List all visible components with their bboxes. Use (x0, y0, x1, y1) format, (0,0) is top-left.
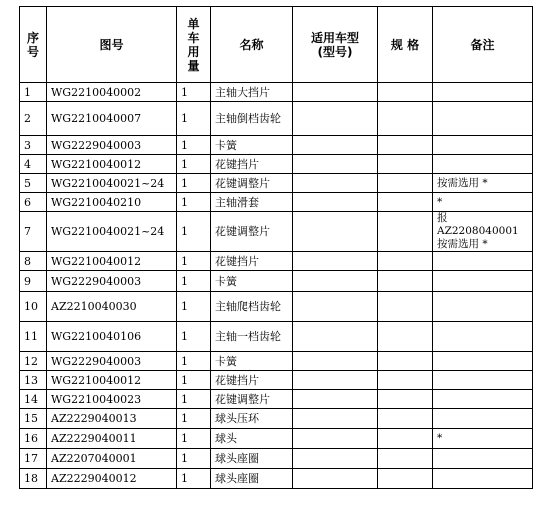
cell-quantity: 1 (177, 449, 211, 469)
cell-seq: 6 (20, 193, 47, 212)
cell-quantity: 1 (177, 271, 211, 292)
header-name: 名称 (211, 7, 293, 83)
cell-part-number: WG2210040106 (47, 322, 177, 352)
table-row (20, 102, 533, 136)
cell-part-number: WG2229040003 (47, 136, 177, 155)
cell-model (293, 271, 378, 292)
cell-name: 花键挡片 (211, 155, 293, 174)
cell-name: 卡簧 (211, 136, 293, 155)
cell-quantity: 1 (177, 371, 211, 390)
cell-seq: 5 (20, 174, 47, 193)
cell-model (293, 371, 378, 390)
cell-seq: 9 (20, 271, 47, 292)
cell-spec (378, 83, 433, 102)
cell-spec (378, 390, 433, 409)
cell-model (293, 322, 378, 352)
cell-name: 主轴一档齿轮 (211, 322, 293, 352)
cell-name: 花键调整片 (211, 390, 293, 409)
cell-model (293, 136, 378, 155)
cell-note (433, 292, 533, 322)
cell-quantity: 1 (177, 252, 211, 271)
cell-spec (378, 352, 433, 371)
table-row (20, 136, 533, 155)
cell-name: 球头压环 (211, 409, 293, 429)
cell-model (293, 469, 378, 489)
cell-name: 卡簧 (211, 271, 293, 292)
cell-name: 主轴倒档齿轮 (211, 102, 293, 136)
cell-seq: 4 (20, 155, 47, 174)
cell-spec (378, 371, 433, 390)
cell-seq: 2 (20, 102, 47, 136)
cell-spec (378, 174, 433, 193)
header-quantity-per-vehicle: 单 车 用 量 (177, 7, 211, 83)
cell-spec (378, 193, 433, 212)
cell-spec (378, 469, 433, 489)
cell-name: 球头座圈 (211, 449, 293, 469)
table-row (20, 469, 533, 489)
cell-part-number: WG2210040002 (47, 83, 177, 102)
cell-name: 球头 (211, 429, 293, 449)
cell-model (293, 409, 378, 429)
cell-note: 报 AZ2208040001 按需选用 * (433, 212, 533, 252)
cell-spec (378, 271, 433, 292)
cell-spec (378, 212, 433, 252)
cell-note (433, 449, 533, 469)
cell-seq: 1 (20, 83, 47, 102)
cell-quantity: 1 (177, 409, 211, 429)
cell-part-number: WG2210040210 (47, 193, 177, 212)
cell-model (293, 193, 378, 212)
cell-part-number: WG2210040012 (47, 252, 177, 271)
table-row (20, 271, 533, 292)
cell-quantity: 1 (177, 83, 211, 102)
cell-part-number: AZ2229040011 (47, 429, 177, 449)
cell-part-number: WG2210040007 (47, 102, 177, 136)
cell-part-number: WG2210040021~24 (47, 174, 177, 193)
cell-model (293, 429, 378, 449)
header-part-number: 图号 (47, 7, 177, 83)
table-body (20, 83, 533, 489)
table-row (20, 449, 533, 469)
cell-quantity: 1 (177, 212, 211, 252)
table-row (20, 193, 533, 212)
cell-note (433, 136, 533, 155)
cell-note (433, 322, 533, 352)
cell-note (433, 390, 533, 409)
header-spec: 规 格 (378, 7, 433, 83)
cell-model (293, 102, 378, 136)
cell-quantity: 1 (177, 155, 211, 174)
table-row (20, 83, 533, 102)
cell-quantity: 1 (177, 469, 211, 489)
cell-seq: 7 (20, 212, 47, 252)
cell-model (293, 449, 378, 469)
cell-note: * (433, 193, 533, 212)
cell-model (293, 174, 378, 193)
cell-part-number: WG2210040023 (47, 390, 177, 409)
table-row (20, 212, 533, 252)
cell-quantity: 1 (177, 193, 211, 212)
cell-model (293, 390, 378, 409)
cell-seq: 16 (20, 429, 47, 449)
table-row (20, 322, 533, 352)
cell-quantity: 1 (177, 429, 211, 449)
cell-seq: 11 (20, 322, 47, 352)
cell-part-number: WG2210040012 (47, 371, 177, 390)
cell-note: * (433, 429, 533, 449)
cell-note (433, 83, 533, 102)
table-row (20, 429, 533, 449)
cell-quantity: 1 (177, 292, 211, 322)
cell-note (433, 271, 533, 292)
cell-name: 主轴大挡片 (211, 83, 293, 102)
cell-quantity: 1 (177, 136, 211, 155)
cell-part-number: AZ2229040013 (47, 409, 177, 429)
table-row (20, 371, 533, 390)
cell-spec (378, 252, 433, 271)
cell-spec (378, 102, 433, 136)
cell-spec (378, 449, 433, 469)
table-row (20, 252, 533, 271)
table-row (20, 352, 533, 371)
cell-name: 主轴爬档齿轮 (211, 292, 293, 322)
cell-quantity: 1 (177, 390, 211, 409)
table-row (20, 174, 533, 193)
cell-spec (378, 155, 433, 174)
cell-model (293, 212, 378, 252)
cell-part-number: WG2229040003 (47, 352, 177, 371)
cell-name: 卡簧 (211, 352, 293, 371)
cell-name: 花键挡片 (211, 371, 293, 390)
cell-spec (378, 292, 433, 322)
cell-note: 按需选用 * (433, 174, 533, 193)
cell-note (433, 252, 533, 271)
cell-model (293, 155, 378, 174)
parts-table (19, 6, 533, 489)
table-row (20, 292, 533, 322)
cell-name: 主轴滑套 (211, 193, 293, 212)
cell-model (293, 252, 378, 271)
cell-seq: 15 (20, 409, 47, 429)
cell-seq: 10 (20, 292, 47, 322)
cell-spec (378, 429, 433, 449)
header-row (20, 7, 533, 83)
cell-part-number: WG2229040003 (47, 271, 177, 292)
cell-note (433, 102, 533, 136)
cell-spec (378, 136, 433, 155)
table-row (20, 155, 533, 174)
cell-seq: 18 (20, 469, 47, 489)
cell-part-number: AZ2210040030 (47, 292, 177, 322)
cell-model (293, 352, 378, 371)
cell-note (433, 352, 533, 371)
cell-quantity: 1 (177, 352, 211, 371)
cell-seq: 13 (20, 371, 47, 390)
cell-note (433, 371, 533, 390)
cell-name: 花键调整片 (211, 174, 293, 193)
cell-part-number: WG2210040021~24 (47, 212, 177, 252)
cell-seq: 3 (20, 136, 47, 155)
table-row (20, 390, 533, 409)
cell-name: 球头座圈 (211, 469, 293, 489)
header-seq: 序 号 (20, 7, 47, 83)
cell-quantity: 1 (177, 174, 211, 193)
cell-seq: 12 (20, 352, 47, 371)
cell-name: 花键调整片 (211, 212, 293, 252)
cell-part-number: WG2210040012 (47, 155, 177, 174)
cell-note (433, 409, 533, 429)
cell-part-number: AZ2229040012 (47, 469, 177, 489)
cell-seq: 14 (20, 390, 47, 409)
cell-seq: 17 (20, 449, 47, 469)
cell-note (433, 469, 533, 489)
cell-note (433, 155, 533, 174)
cell-quantity: 1 (177, 322, 211, 352)
cell-spec (378, 322, 433, 352)
cell-part-number: AZ2207040001 (47, 449, 177, 469)
cell-name: 花键挡片 (211, 252, 293, 271)
cell-model (293, 83, 378, 102)
cell-quantity: 1 (177, 102, 211, 136)
cell-seq: 8 (20, 252, 47, 271)
cell-spec (378, 409, 433, 429)
header-note: 备注 (433, 7, 533, 83)
header-applicable-model: 适用车型 (型号) (293, 7, 378, 83)
cell-model (293, 292, 378, 322)
table-row (20, 409, 533, 429)
